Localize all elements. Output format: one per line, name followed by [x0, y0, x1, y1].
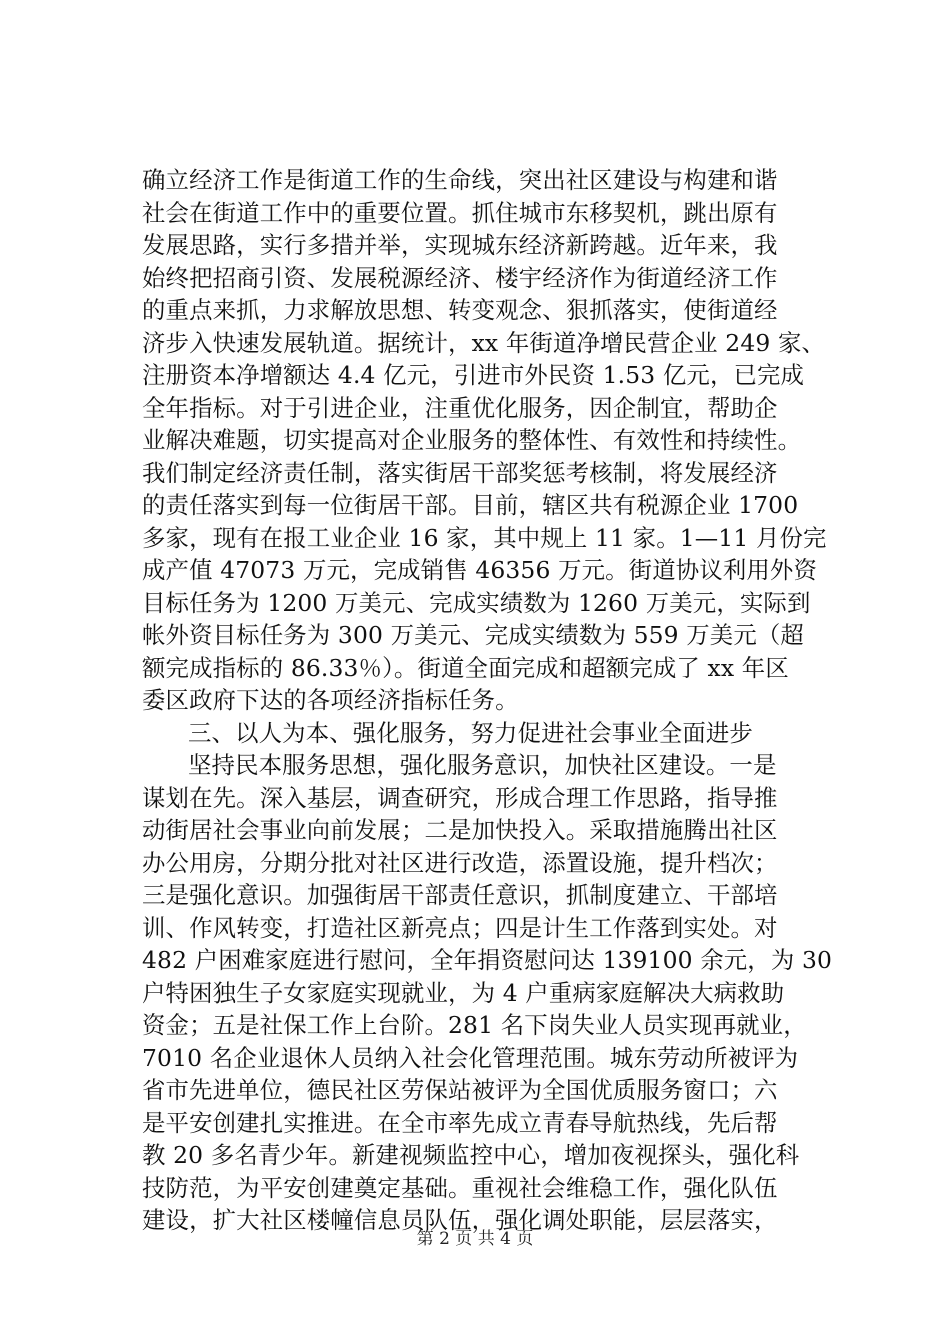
text-line: 三是强化意识。加强街居干部责任意识，抓制度建立、干部培	[142, 881, 778, 909]
page-number-label: 第 2 页 共 4 页	[416, 1229, 534, 1249]
page-footer	[0, 1224, 950, 1249]
text-line: 济步入快速发展轨道。据统计，xx 年街道净增民营企业 249 家、	[142, 328, 826, 357]
text-line: 资金；五是社保工作上台阶。281 名下岗失业人员实现再就业，	[142, 1011, 807, 1039]
text-line: 委区政府下达的各项经济指标任务。	[142, 686, 519, 714]
text-line: 动街居社会事业向前发展；二是加快投入。采取措施腾出社区	[142, 816, 778, 844]
text-line: 成产值 47073 万元，完成销售 46356 万元。街道协议利用外资	[142, 556, 818, 584]
text-line: 业解决难题，切实提高对企业服务的整体性、有效性和持续性。	[142, 426, 802, 454]
text-line: 户特困独生子女家庭实现就业，为 4 户重病家庭解决大病救助	[142, 978, 785, 1007]
text-line: 始终把招商引资、发展税源经济、楼宇经济作为街道经济工作	[142, 263, 778, 292]
text-line: 7010 名企业退休人员纳入社会化管理范围。城东劳动所被评为	[142, 1043, 799, 1072]
section-heading: 三、以人为本、强化服务，努力促进社会事业全面进步	[188, 718, 753, 747]
text-line: 教 20 多名青少年。新建视频监控中心，增加夜视探头，强化科	[142, 1141, 800, 1169]
text-line: 技防范，为平安创建奠定基础。重视社会维稳工作，强化队伍	[142, 1173, 778, 1202]
text-line: 的责任落实到每一位街居干部。目前，辖区共有税源企业 1700	[142, 491, 799, 519]
text-line: 额完成指标的 86.33％）。街道全面完成和超额完成了 xx 年区	[142, 653, 789, 682]
text-line: 确立经济工作是街道工作的生命线，突出社区建设与构建和谐	[142, 166, 778, 194]
text-line: 谋划在先。深入基层，调查研究，形成合理工作思路，指导推	[142, 783, 778, 812]
text-line: 社会在街道工作中的重要位置。抓住城市东移契机，跳出原有	[142, 198, 778, 227]
text-line: 发展思路，实行多措并举，实现城东经济新跨越。近年来，我	[142, 231, 778, 259]
text-line: 省市先进单位，德民社区劳保站被评为全国优质服务窗口；六	[142, 1076, 778, 1104]
text-line: 建设，扩大社区楼幢信息员队伍，强化调处职能，层层落实，	[142, 1206, 778, 1234]
text-line: 482 户困难家庭进行慰问，全年捐资慰问达 139100 余元，为 30	[142, 946, 833, 974]
text-line: 是平安创建扎实推进。在全市率先成立青春导航热线，先后帮	[142, 1108, 778, 1137]
text-line: 帐外资目标任务为 300 万美元、完成实绩数为 559 万美元（超	[142, 621, 804, 649]
text-line: 我们制定经济责任制，落实街居干部奖惩考核制，将发展经济	[142, 458, 778, 487]
paragraph-first-line: 坚持民本服务思想，强化服务意识，加快社区建设。一是	[188, 751, 777, 779]
text-line: 办公用房，分期分批对社区进行改造，添置设施，提升档次；	[142, 848, 778, 877]
document-body	[142, 164, 833, 1237]
text-line: 多家，现有在报工业企业 16 家，其中规上 11 家。1—11 月份完	[142, 523, 827, 552]
text-line: 全年指标。对于引进企业，注重优化服务，因企制宜，帮助企	[142, 393, 778, 422]
text-line: 训、作风转变，打造社区新亮点；四是计生工作落到实处。对	[142, 913, 778, 942]
text-line: 目标任务为 1200 万美元、完成实绩数为 1260 万美元，实际到	[142, 588, 811, 617]
text-line: 的重点来抓，力求解放思想、转变观念、狠抓落实，使街道经	[142, 296, 778, 324]
text-line: 注册资本净增额达 4.4 亿元，引进市外民资 1.53 亿元，已完成	[142, 361, 805, 389]
